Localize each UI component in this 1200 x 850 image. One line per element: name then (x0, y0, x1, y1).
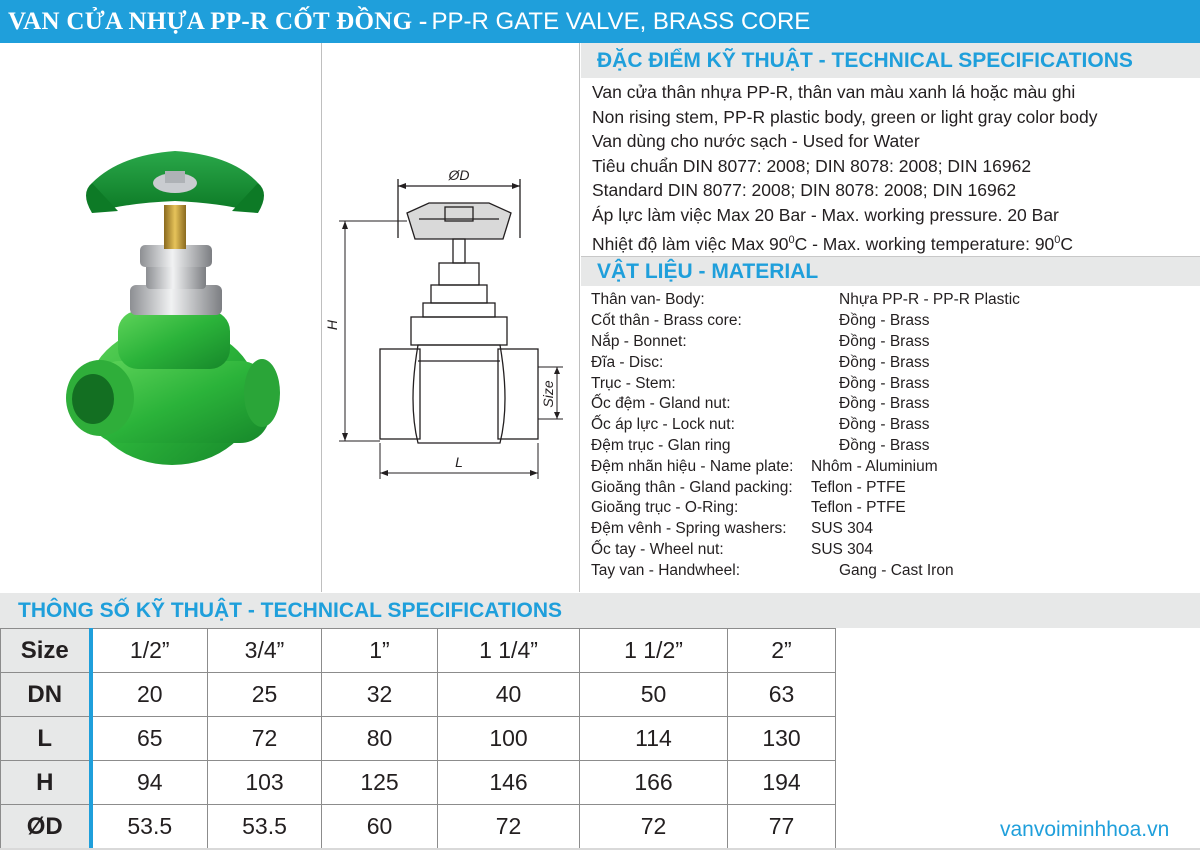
degree-mark: 0 (1054, 233, 1061, 246)
material-part: Nắp - Bonnet: (591, 332, 687, 350)
material-row (591, 290, 1200, 311)
material-value: SUS 304 (811, 540, 874, 558)
row-header-dn: DN (1, 673, 91, 717)
tech-spec-line: Standard DIN 8077: 2008; DIN 8078: 2008; DIN 16962 (592, 180, 1017, 201)
tech-specs-list (581, 78, 1200, 256)
table-cell: 2” (728, 629, 836, 673)
degree-mark: 0 (788, 233, 795, 246)
material-row (591, 436, 1200, 457)
title-english: PP-R GATE VALVE, BRASS CORE (431, 7, 811, 35)
material-part: Đĩa - Disc: (591, 353, 664, 371)
tech-spec-line: Áp lực làm việc Max 20 Bar - Max. working pressure. 20 Bar (592, 204, 1059, 225)
table-cell: 1 1/2” (580, 629, 728, 673)
material-value: Nhôm - Aluminium (811, 457, 938, 475)
table-row (1, 761, 836, 805)
material-row (591, 332, 1200, 353)
technical-drawing-panel (323, 43, 580, 592)
material-row (591, 477, 1200, 498)
table-cell: 103 (208, 761, 322, 805)
material-part: Cốt thân - Brass core: (591, 312, 742, 330)
table-cell: 40 (438, 673, 580, 717)
table-row (1, 805, 836, 849)
temperature-line (592, 228, 1200, 256)
material-value: Đồng - Brass (839, 312, 930, 330)
table-row (1, 717, 836, 761)
material-row (591, 373, 1200, 394)
material-value: Đồng - Brass (839, 374, 930, 392)
material-row (591, 352, 1200, 373)
tech-spec-line: Tiêu chuẩn DIN 8077: 2008; DIN 8078: 2008; DIN 16962 (592, 155, 1032, 176)
material-part: Thân van- Body: (591, 291, 705, 309)
label-size: Size (540, 380, 556, 408)
material-part: Đệm nhãn hiệu - Name plate: (591, 457, 794, 475)
material-part: Ốc tay - Wheel nut: (591, 540, 724, 558)
title-vietnamese: VAN CỬA NHỰA PP-R CỐT ĐỒNG - (8, 7, 428, 35)
table-row (1, 673, 836, 717)
table-cell: 130 (728, 717, 836, 761)
table-cell: 114 (580, 717, 728, 761)
material-row (591, 415, 1200, 436)
material-value: Teflon - PTFE (811, 499, 906, 517)
tech-spec-line: Van dùng cho nước sạch - Used for Water (592, 131, 920, 152)
table-cell: 146 (438, 761, 580, 805)
table-cell: 50 (580, 673, 728, 717)
spec-table (0, 628, 836, 849)
material-part: Trục - Stem: (591, 374, 676, 392)
material-row (591, 394, 1200, 415)
table-cell: 53.5 (91, 805, 208, 849)
label-h: H (324, 319, 340, 331)
table-cell: 1/2” (91, 629, 208, 673)
website-watermark: vanvoiminhhoa.vn (1000, 818, 1170, 841)
table-cell: 125 (322, 761, 438, 805)
row-header-l: L (1, 717, 91, 761)
material-part: Đệm trục - Glan ring (591, 436, 731, 454)
label-l: L (455, 454, 463, 470)
table-cell: 80 (322, 717, 438, 761)
material-value: SUS 304 (811, 520, 874, 538)
product-photo-panel (0, 43, 322, 592)
material-value: Đồng - Brass (839, 436, 930, 454)
table-cell: 60 (322, 805, 438, 849)
table-cell: 65 (91, 717, 208, 761)
title-bar (0, 0, 1200, 43)
row-header-od: ØD (1, 805, 91, 849)
material-part: Tay van - Handwheel: (591, 561, 741, 579)
table-cell: 63 (728, 673, 836, 717)
material-row (591, 560, 1200, 581)
table-cell: 25 (208, 673, 322, 717)
row-header-h: H (1, 761, 91, 805)
material-value: Nhựa PP-R - PP-R Plastic (839, 291, 1020, 309)
gate-valve-image (0, 43, 322, 592)
specifications-panel (581, 43, 1200, 592)
tech-spec-line: Van cửa thân nhựa PP-R, thân van màu xanh lá hoặc màu ghi (592, 82, 1076, 102)
material-part: Gioăng trục - O-Ring: (591, 499, 739, 517)
temperature-end: C (1060, 233, 1074, 254)
material-row (591, 519, 1200, 540)
table-cell: 72 (580, 805, 728, 849)
table-cell: 72 (438, 805, 580, 849)
table-cell: 166 (580, 761, 728, 805)
material-value: Teflon - PTFE (811, 478, 906, 496)
dimension-drawing (323, 43, 580, 592)
material-row (591, 498, 1200, 519)
tech-spec-line: Non rising stem, PP-R plastic body, green or light gray color body (592, 106, 1098, 127)
material-value: Đồng - Brass (839, 395, 930, 413)
spec-table-heading: THÔNG SỐ KỸ THUẬT - TECHNICAL SPECIFICATIONS (0, 593, 1200, 628)
temperature-prefix: Nhiệt độ làm việc Max 90 (592, 233, 789, 254)
material-list (581, 286, 1200, 581)
row-header-size: Size (1, 629, 91, 673)
table-cell: 20 (91, 673, 208, 717)
table-cell: 77 (728, 805, 836, 849)
table-cell: 100 (438, 717, 580, 761)
material-part: Ốc đệm - Gland nut: (591, 395, 731, 413)
table-cell: 94 (91, 761, 208, 805)
material-value: Gang - Cast Iron (839, 561, 954, 579)
material-row (591, 311, 1200, 332)
material-part: Đệm vênh - Spring washers: (591, 520, 787, 538)
material-value: Đồng - Brass (839, 353, 930, 371)
table-cell: 32 (322, 673, 438, 717)
material-part: Ốc áp lực - Lock nut: (591, 416, 735, 434)
table-row (1, 629, 836, 673)
material-heading: VẬT LIỆU - MATERIAL (581, 256, 1200, 286)
material-value: Đồng - Brass (839, 332, 930, 350)
table-cell: 53.5 (208, 805, 322, 849)
table-cell: 1” (322, 629, 438, 673)
temperature-middle: C - Max. working temperature: 90 (794, 233, 1055, 254)
material-part: Gioăng thân - Gland packing: (591, 478, 793, 496)
tech-specs-heading: ĐẶC ĐIỂM KỸ THUẬT - TECHNICAL SPECIFICATIONS (581, 43, 1200, 78)
material-row (591, 540, 1200, 561)
table-cell: 72 (208, 717, 322, 761)
table-cell: 1 1/4” (438, 629, 580, 673)
material-value: Đồng - Brass (839, 416, 930, 434)
label-od: ØD (448, 167, 470, 183)
table-cell: 3/4” (208, 629, 322, 673)
table-cell: 194 (728, 761, 836, 805)
material-row (591, 456, 1200, 477)
